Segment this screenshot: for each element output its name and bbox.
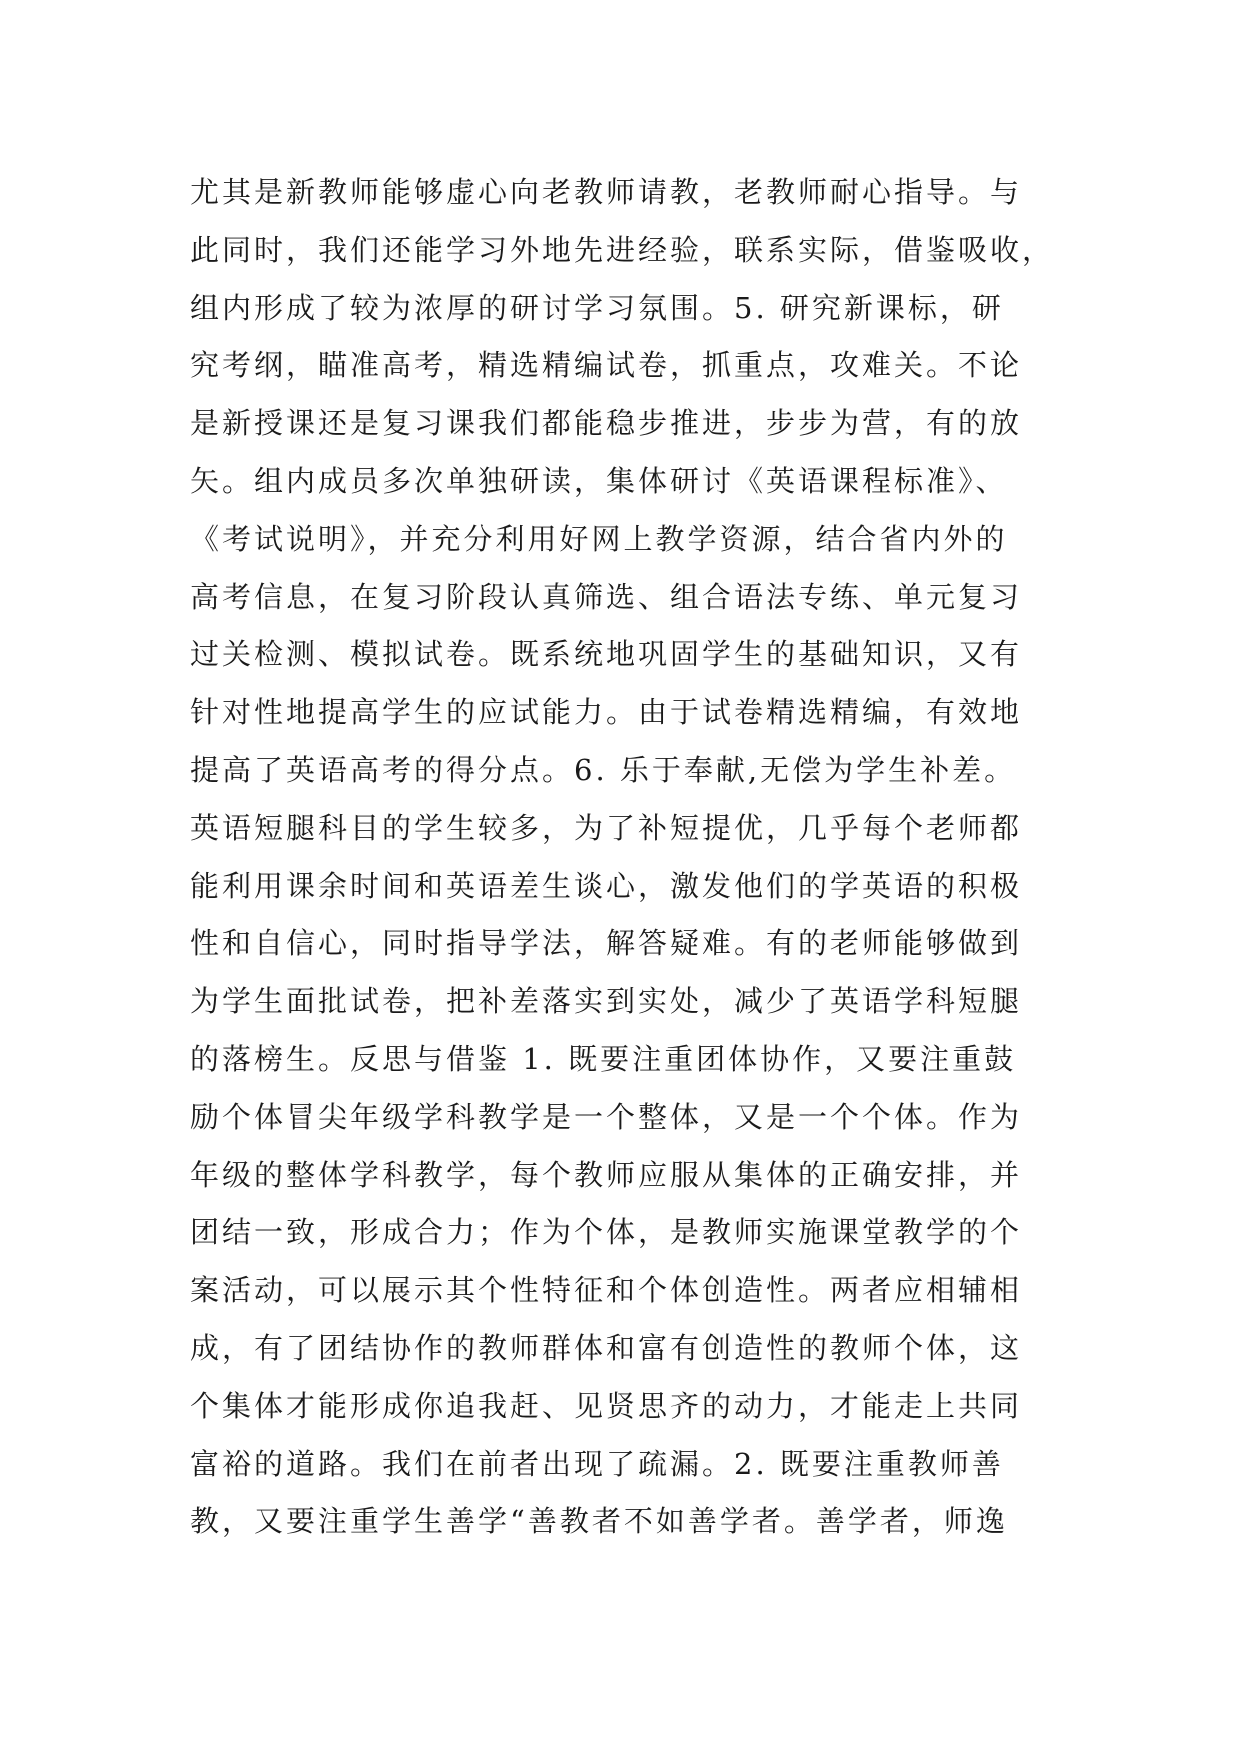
text-line: 教，又要注重学生善学“善教者不如善学者。善学者，师逸	[190, 1504, 1008, 1539]
text-line: 富裕的道路。我们在前者出现了疏漏。2. 既要注重教师善	[190, 1446, 1004, 1481]
text-line: 为学生面批试卷，把补差落实到实处，减少了英语学科短腿	[190, 984, 1023, 1019]
text-line: 究考纲，瞄准高考，精选精编试卷，抓重点，攻难关。不论	[190, 348, 1023, 383]
text-line: 成，有了团结协作的教师群体和富有创造性的教师个体，这	[190, 1330, 1023, 1365]
text-line: 年级的整体学科教学，每个教师应服从集体的正确安排，并	[190, 1157, 1023, 1192]
text-line: 矢。组内成员多次单独研读，集体研讨《英语课程标准》、	[190, 463, 1008, 498]
text-line: 《考试说明》，并充分利用好网上教学资源，结合省内外的	[190, 521, 1008, 556]
text-line: 英语短腿科目的学生较多，为了补短提优，几乎每个老师都	[190, 810, 1023, 845]
text-line: 此同时，我们还能学习外地先进经验，联系实际，借鉴吸收，	[190, 232, 1055, 267]
text-line: 尤其是新教师能够虚心向老教师请教，老教师耐心指导。与	[190, 175, 1023, 209]
text-line: 提高了英语高考的得分点。6. 乐于奉献,无偿为学生补差。	[190, 752, 1017, 787]
body-text	[190, 164, 1070, 1551]
text-line: 过关检测、模拟试卷。既系统地巩固学生的基础知识，又有	[190, 637, 1023, 672]
text-line: 高考信息，在复习阶段认真筛选、组合语法专练、单元复习	[190, 579, 1023, 614]
text-line: 是新授课还是复习课我们都能稳步推进，步步为营，有的放	[190, 406, 1023, 441]
text-line: 性和自信心，同时指导学法，解答疑难。有的老师能够做到	[190, 926, 1023, 961]
text-line: 案活动，可以展示其个性特征和个体创造性。两者应相辅相	[190, 1273, 1023, 1308]
text-line: 组内形成了较为浓厚的研讨学习氛围。5. 研究新课标，研	[190, 290, 1004, 325]
text-line: 针对性地提高学生的应试能力。由于试卷精选精编，有效地	[190, 695, 1023, 730]
text-line: 的落榜生。反思与借鉴 1. 既要注重团体协作，又要注重鼓	[190, 1041, 1017, 1076]
text-line: 个集体才能形成你追我赶、见贤思齐的动力，才能走上共同	[190, 1388, 1023, 1423]
text-line: 团结一致，形成合力；作为个体，是教师实施课堂教学的个	[190, 1215, 1023, 1250]
text-line: 励个体冒尖年级学科教学是一个整体，又是一个个体。作为	[190, 1099, 1023, 1134]
text-line: 能利用课余时间和英语差生谈心，激发他们的学英语的积极	[190, 868, 1023, 903]
